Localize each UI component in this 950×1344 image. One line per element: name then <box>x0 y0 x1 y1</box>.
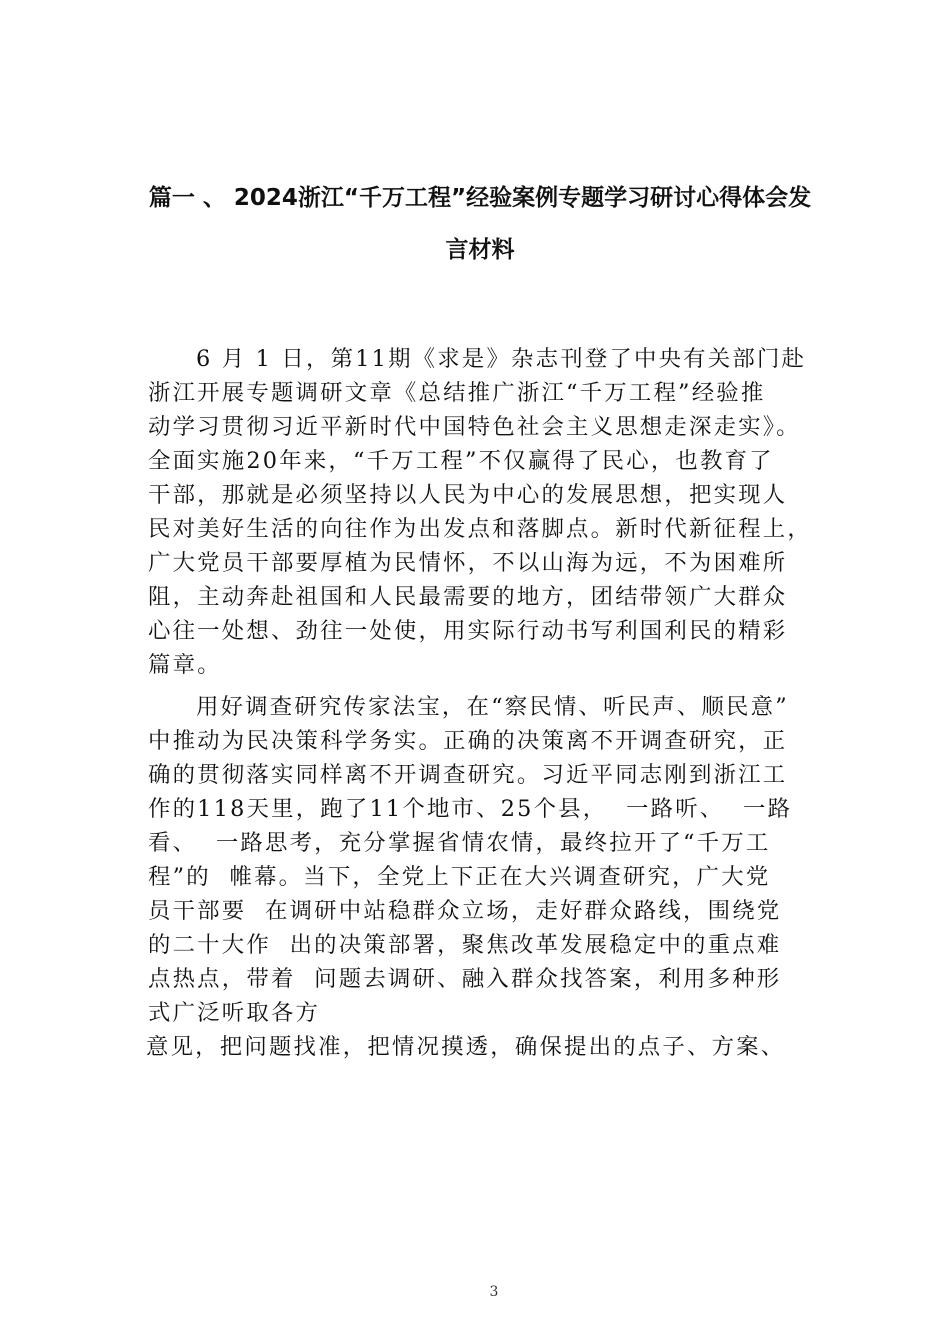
paragraph-2-line: 作的118天里，跑了11个地市、25个县， 一路听、 一路 <box>148 796 793 822</box>
paragraph-2-line: 确的贯彻落实同样离不开调查研究。习近平同志刚到浙江工 <box>148 762 788 788</box>
paragraph-2-line: 的二十大作 出的决策部署，聚焦改革发展稳定中的重点难 <box>148 932 782 958</box>
paragraph-1-line: 篇章。 <box>148 652 222 678</box>
paragraph-2-line: 点热点，带着 问题去调研、融入群众找答案，利用多种形 <box>148 966 782 992</box>
paragraph-2-line: 式广泛听取各方 <box>148 1000 321 1026</box>
paragraph-1-line: 民对美好生活的向往作为出发点和落脚点。新时代新征程上， <box>148 516 812 542</box>
paragraph-2-line: 中推动为民决策科学务实。正确的决策离不开调查研究，正 <box>148 728 788 754</box>
page-number: 3 <box>489 1284 499 1300</box>
paragraph-1-line: 阻，主动奔赴祖国和人民最需要的地方，团结带领广大群众 <box>148 584 788 610</box>
document-title <box>100 172 860 276</box>
paragraph-1-line: 心往一处想、劲往一处使，用实际行动书写利国利民的精彩 <box>148 618 788 644</box>
paragraph-2-line: 意见，把问题找准，把情况摸透，确保提出的点子、方案、 <box>146 1034 786 1060</box>
paragraph-1-line: 6 月 1 日，第11期《求是》杂志刊登了中央有关部门赴 <box>196 346 807 372</box>
title-line-1: 篇一 、 2024浙江“千万工程”经验案例专题学习研讨心得体会发 <box>148 185 812 211</box>
paragraph-1-line: 全面实施20年来，“千万工程”不仅赢得了民心，也教育了 <box>148 448 774 474</box>
paragraph-1-line: 浙江开展专题调研文章《总结推广浙江“千万工程”经验推 <box>148 380 766 406</box>
document-body <box>148 342 812 1064</box>
paragraph-2-line: 看、 一路思考，充分掌握省情农情，最终拉开了“千万工 <box>148 830 771 856</box>
paragraph-1-line: 干部，那就是必须坚持以人民为中心的发展思想，把实现人 <box>148 482 788 508</box>
paragraph-2-line: 用好调查研究传家法宝，在“察民情、听民声、顺民意” <box>196 694 789 720</box>
paragraph-1-line: 广大党员干部要厚植为民情怀，不以山海为远，不为困难所 <box>148 550 788 576</box>
title-line-2: 言材料 <box>445 237 515 263</box>
paragraph-2-line: 程”的 帷幕。当下，全党上下正在大兴调查研究，广大党 <box>148 864 771 890</box>
paragraph-1-line: 动学习贯彻习近平新时代中国特色社会主义思想走深走实》。 <box>148 414 801 440</box>
paragraph-2-line: 员干部要 在调研中站稳群众立场，走好群众路线，围绕党 <box>148 898 782 924</box>
